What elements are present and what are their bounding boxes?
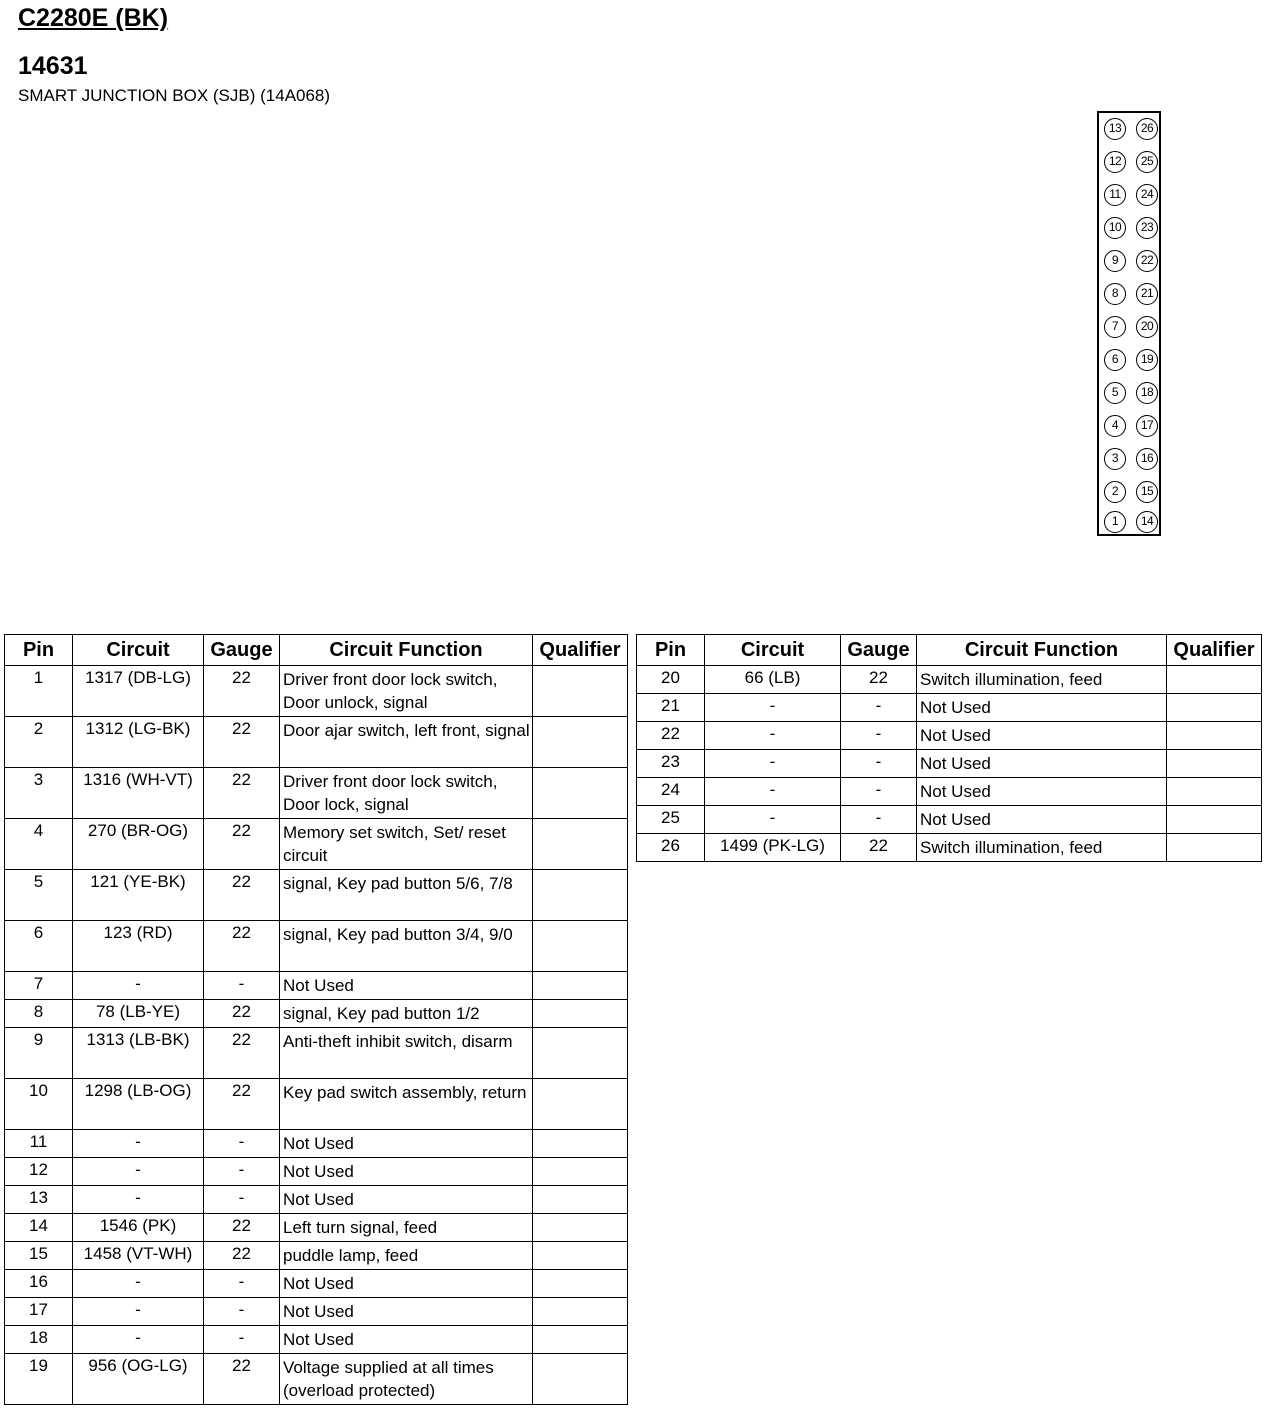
connector-pin-21 <box>1136 283 1158 305</box>
connector-pin-label: 8 <box>1111 286 1119 300</box>
function-cell: Switch illumination, feed <box>917 666 1167 694</box>
table-row <box>5 1214 628 1242</box>
table-row <box>5 1158 628 1186</box>
gauge-cell: - <box>841 750 917 778</box>
qualifier-cell <box>533 717 628 768</box>
connector-pin-label: 26 <box>1140 121 1154 135</box>
circuit-cell: - <box>705 750 841 778</box>
pin-cell: 17 <box>5 1298 73 1326</box>
gauge-cell: 22 <box>204 819 280 870</box>
circuit-cell: - <box>705 694 841 722</box>
connector-pin-2 <box>1104 481 1126 503</box>
header-qualifier: Qualifier <box>533 635 628 666</box>
connector-pin-7 <box>1104 316 1126 338</box>
connector-pin-label: 20 <box>1140 319 1154 333</box>
table-row <box>5 1130 628 1158</box>
circuit-cell: - <box>73 1158 204 1186</box>
connector-pin-label: 21 <box>1140 286 1154 300</box>
pin-cell: 25 <box>637 806 705 834</box>
function-cell: Anti-theft inhibit switch, disarm <box>280 1028 533 1079</box>
connector-pin-label: 10 <box>1108 220 1122 234</box>
qualifier-cell <box>533 921 628 972</box>
gauge-cell: 22 <box>204 768 280 819</box>
qualifier-cell <box>1167 694 1262 722</box>
gauge-cell: - <box>204 1298 280 1326</box>
circuit-cell: 1458 (VT-WH) <box>73 1242 204 1270</box>
table-row <box>637 666 1262 694</box>
connector-pin-label: 17 <box>1140 418 1154 432</box>
connector-pin-17 <box>1136 415 1158 437</box>
table-row <box>5 1186 628 1214</box>
connector-pin-6 <box>1104 349 1126 371</box>
qualifier-cell <box>533 870 628 921</box>
function-cell: Voltage supplied at all times (overload protected) <box>280 1354 533 1405</box>
qualifier-cell <box>533 1298 628 1326</box>
gauge-cell: 22 <box>204 1079 280 1130</box>
circuit-cell: 1298 (LB-OG) <box>73 1079 204 1130</box>
gauge-cell: - <box>841 806 917 834</box>
part-number: 14631 <box>18 52 88 80</box>
function-cell: puddle lamp, feed <box>280 1242 533 1270</box>
connector-pin-18 <box>1136 382 1158 404</box>
connector-pin-label: 12 <box>1108 154 1122 168</box>
connector-pin-22 <box>1136 250 1158 272</box>
connector-pin-label: 22 <box>1140 253 1154 267</box>
circuit-cell: 270 (BR-OG) <box>73 819 204 870</box>
gauge-cell: 22 <box>204 1354 280 1405</box>
pin-cell: 23 <box>637 750 705 778</box>
table-row <box>5 1298 628 1326</box>
header-circuit-function: Circuit Function <box>280 635 533 666</box>
connector-pin-15 <box>1136 481 1158 503</box>
function-cell: Door ajar switch, left front, signal <box>280 717 533 768</box>
function-cell: Switch illumination, feed <box>917 834 1167 862</box>
qualifier-cell <box>533 1354 628 1405</box>
qualifier-cell <box>533 768 628 819</box>
table-row <box>637 694 1262 722</box>
connector-pin-label: 16 <box>1140 451 1154 465</box>
function-cell: Left turn signal, feed <box>280 1214 533 1242</box>
pin-cell: 7 <box>5 972 73 1000</box>
connector-pin-label: 5 <box>1111 385 1119 399</box>
header-circuit: Circuit <box>705 635 841 666</box>
function-cell: Driver front door lock switch, Door unlock, signal <box>280 666 533 717</box>
qualifier-cell <box>1167 666 1262 694</box>
circuit-cell: - <box>705 806 841 834</box>
function-cell: Not Used <box>917 806 1167 834</box>
pin-cell: 14 <box>5 1214 73 1242</box>
gauge-cell: 22 <box>204 1000 280 1028</box>
gauge-cell: 22 <box>204 1214 280 1242</box>
connector-pin-10 <box>1104 217 1126 239</box>
connector-pin-label: 25 <box>1140 154 1154 168</box>
qualifier-cell <box>533 1130 628 1158</box>
qualifier-cell <box>1167 750 1262 778</box>
connector-pin-label: 24 <box>1140 187 1154 201</box>
circuit-cell: - <box>705 722 841 750</box>
function-cell: signal, Key pad button 5/6, 7/8 <box>280 870 533 921</box>
qualifier-cell <box>1167 722 1262 750</box>
table-row <box>5 1000 628 1028</box>
header-pin: Pin <box>637 635 705 666</box>
circuit-cell: 78 (LB-YE) <box>73 1000 204 1028</box>
table-row <box>5 972 628 1000</box>
connector-pin-16 <box>1136 448 1158 470</box>
connector-pin-14 <box>1136 511 1158 533</box>
pin-cell: 19 <box>5 1354 73 1405</box>
pin-cell: 12 <box>5 1158 73 1186</box>
function-cell: Not Used <box>917 722 1167 750</box>
pin-cell: 2 <box>5 717 73 768</box>
qualifier-cell <box>533 1326 628 1354</box>
gauge-cell: - <box>204 1186 280 1214</box>
circuit-cell: 66 (LB) <box>705 666 841 694</box>
circuit-cell: 1313 (LB-BK) <box>73 1028 204 1079</box>
function-cell: Not Used <box>917 694 1167 722</box>
connector-pin-label: 23 <box>1140 220 1154 234</box>
connector-pin-label: 19 <box>1140 352 1154 366</box>
connector-pin-5 <box>1104 382 1126 404</box>
circuit-cell: - <box>73 1326 204 1354</box>
pin-cell: 24 <box>637 778 705 806</box>
pin-cell: 20 <box>637 666 705 694</box>
connector-pin-label: 18 <box>1140 385 1154 399</box>
table-row <box>5 1354 628 1405</box>
table-row <box>5 1242 628 1270</box>
connector-pin-25 <box>1136 151 1158 173</box>
table-row <box>5 819 628 870</box>
qualifier-cell <box>533 666 628 717</box>
table-row <box>5 1028 628 1079</box>
connector-pin-12 <box>1104 151 1126 173</box>
pin-cell: 1 <box>5 666 73 717</box>
gauge-cell: - <box>841 722 917 750</box>
pin-cell: 4 <box>5 819 73 870</box>
qualifier-cell <box>1167 778 1262 806</box>
connector-pin-24 <box>1136 184 1158 206</box>
function-cell: Not Used <box>280 1326 533 1354</box>
connector-id: C2280E (BK) <box>18 4 169 32</box>
gauge-cell: 22 <box>204 717 280 768</box>
pin-cell: 15 <box>5 1242 73 1270</box>
qualifier-cell <box>533 972 628 1000</box>
pin-cell: 11 <box>5 1130 73 1158</box>
connector-pin-label: 15 <box>1140 484 1154 498</box>
circuit-cell: - <box>73 1186 204 1214</box>
connector-pin-label: 11 <box>1109 187 1121 201</box>
header-gauge: Gauge <box>204 635 280 666</box>
gauge-cell: 22 <box>204 1028 280 1079</box>
table-header-row <box>637 635 1262 666</box>
circuit-cell: - <box>705 778 841 806</box>
pin-cell: 5 <box>5 870 73 921</box>
pinout-table-left <box>4 634 628 1405</box>
connector-pin-20 <box>1136 316 1158 338</box>
circuit-cell: 1316 (WH-VT) <box>73 768 204 819</box>
function-cell: Not Used <box>280 1298 533 1326</box>
connector-face-diagram <box>1097 111 1161 536</box>
pin-cell: 16 <box>5 1270 73 1298</box>
pin-cell: 6 <box>5 921 73 972</box>
qualifier-cell <box>533 1158 628 1186</box>
table-header-row <box>5 635 628 666</box>
connector-pin-label: 2 <box>1111 484 1119 498</box>
pin-cell: 22 <box>637 722 705 750</box>
table-row <box>637 834 1262 862</box>
gauge-cell: - <box>204 972 280 1000</box>
circuit-cell: 121 (YE-BK) <box>73 870 204 921</box>
function-cell: Driver front door lock switch, Door lock, signal <box>280 768 533 819</box>
pin-cell: 18 <box>5 1326 73 1354</box>
circuit-cell: - <box>73 1270 204 1298</box>
connector-pin-8 <box>1104 283 1126 305</box>
part-description: SMART JUNCTION BOX (SJB) (14A068) <box>18 86 331 105</box>
connector-pin-label: 4 <box>1111 418 1119 432</box>
gauge-cell: 22 <box>841 834 917 862</box>
circuit-cell: - <box>73 1298 204 1326</box>
connector-pin-23 <box>1136 217 1158 239</box>
table-row <box>5 666 628 717</box>
circuit-cell: 956 (OG-LG) <box>73 1354 204 1405</box>
qualifier-cell <box>533 1270 628 1298</box>
gauge-cell: - <box>204 1130 280 1158</box>
connector-pin-label: 9 <box>1111 253 1119 267</box>
function-cell: signal, Key pad button 3/4, 9/0 <box>280 921 533 972</box>
table-row <box>5 870 628 921</box>
header-pin: Pin <box>5 635 73 666</box>
circuit-cell: 123 (RD) <box>73 921 204 972</box>
pin-cell: 13 <box>5 1186 73 1214</box>
function-cell: Not Used <box>280 1270 533 1298</box>
table-row <box>637 778 1262 806</box>
connector-pin-label: 13 <box>1108 121 1122 135</box>
table-row <box>5 1326 628 1354</box>
function-cell: Not Used <box>280 972 533 1000</box>
qualifier-cell <box>533 1242 628 1270</box>
function-cell: Memory set switch, Set/ reset circuit <box>280 819 533 870</box>
qualifier-cell <box>533 1000 628 1028</box>
function-cell: Not Used <box>280 1186 533 1214</box>
qualifier-cell <box>533 1028 628 1079</box>
table-row <box>5 768 628 819</box>
gauge-cell: 22 <box>204 870 280 921</box>
table-row <box>637 750 1262 778</box>
table-row <box>5 1270 628 1298</box>
gauge-cell: 22 <box>204 1242 280 1270</box>
gauge-cell: 22 <box>841 666 917 694</box>
qualifier-cell <box>1167 834 1262 862</box>
connector-pin-label: 6 <box>1111 352 1119 366</box>
gauge-cell: 22 <box>204 666 280 717</box>
gauge-cell: - <box>204 1158 280 1186</box>
qualifier-cell <box>533 819 628 870</box>
pin-cell: 21 <box>637 694 705 722</box>
qualifier-cell <box>1167 806 1262 834</box>
pin-cell: 8 <box>5 1000 73 1028</box>
pin-cell: 3 <box>5 768 73 819</box>
header-qualifier: Qualifier <box>1167 635 1262 666</box>
qualifier-cell <box>533 1186 628 1214</box>
gauge-cell: - <box>204 1270 280 1298</box>
function-cell: Not Used <box>280 1130 533 1158</box>
connector-pin-13 <box>1104 118 1126 140</box>
function-cell: signal, Key pad button 1/2 <box>280 1000 533 1028</box>
gauge-cell: - <box>841 778 917 806</box>
circuit-cell: 1546 (PK) <box>73 1214 204 1242</box>
circuit-cell: - <box>73 1130 204 1158</box>
pin-cell: 9 <box>5 1028 73 1079</box>
connector-pin-label: 1 <box>1111 514 1119 528</box>
header-gauge: Gauge <box>841 635 917 666</box>
table-row <box>5 717 628 768</box>
circuit-cell: - <box>73 972 204 1000</box>
connector-pin-label: 7 <box>1111 319 1119 333</box>
gauge-cell: 22 <box>204 921 280 972</box>
connector-pin-3 <box>1104 448 1126 470</box>
qualifier-cell <box>533 1079 628 1130</box>
header-circuit: Circuit <box>73 635 204 666</box>
connector-pin-label: 14 <box>1140 514 1154 528</box>
function-cell: Key pad switch assembly, return <box>280 1079 533 1130</box>
connector-pin-9 <box>1104 250 1126 272</box>
table-row <box>637 806 1262 834</box>
connector-pin-label: 3 <box>1111 451 1119 465</box>
connector-pin-26 <box>1136 118 1158 140</box>
table-row <box>637 722 1262 750</box>
connector-pin-1 <box>1104 511 1126 533</box>
circuit-cell: 1317 (DB-LG) <box>73 666 204 717</box>
header-circuit-function: Circuit Function <box>917 635 1167 666</box>
function-cell: Not Used <box>280 1158 533 1186</box>
pin-cell: 26 <box>637 834 705 862</box>
connector-pin-19 <box>1136 349 1158 371</box>
circuit-cell: 1499 (PK-LG) <box>705 834 841 862</box>
qualifier-cell <box>533 1214 628 1242</box>
function-cell: Not Used <box>917 750 1167 778</box>
table-row <box>5 1079 628 1130</box>
function-cell: Not Used <box>917 778 1167 806</box>
connector-pin-4 <box>1104 415 1126 437</box>
circuit-cell: 1312 (LG-BK) <box>73 717 204 768</box>
table-row <box>5 921 628 972</box>
pin-cell: 10 <box>5 1079 73 1130</box>
connector-pin-11 <box>1104 184 1126 206</box>
gauge-cell: - <box>204 1326 280 1354</box>
gauge-cell: - <box>841 694 917 722</box>
pinout-table-right <box>636 634 1262 862</box>
